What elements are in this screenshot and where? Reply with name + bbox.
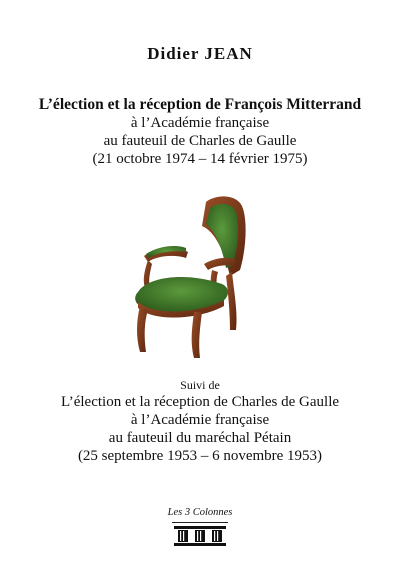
second-title-line-3: au fauteuil du maréchal Pétain [108, 430, 292, 446]
chair-rear-leg [226, 272, 237, 330]
chair-front-left-leg [137, 306, 148, 352]
main-title-dates: (21 octobre 1974 – 14 février 1975) [92, 151, 308, 167]
followed-intro: Suivi de [180, 378, 220, 392]
second-title: L’élection et la réception de Charles de Gaulle [60, 394, 340, 410]
main-title-block [0, 96, 400, 168]
chair-front-right-leg [192, 312, 202, 358]
publisher-name: Les 3 Colonnes [167, 507, 233, 518]
publisher-divider [172, 522, 228, 523]
main-title-line-3: au fauteuil de Charles de Gaulle [103, 133, 297, 149]
main-title: L’élection et la réception de François Mitterrand [38, 96, 362, 113]
second-title-block [0, 377, 400, 465]
second-title-line-2: à l’Académie française [130, 412, 270, 428]
main-title-line-2: à l’Académie française [130, 115, 270, 131]
second-title-dates: (25 septembre 1953 – 6 novembre 1953) [77, 448, 323, 464]
armchair-icon [118, 192, 260, 362]
three-columns-logo-icon [174, 526, 226, 546]
author-name: Didier JEAN [147, 44, 253, 63]
